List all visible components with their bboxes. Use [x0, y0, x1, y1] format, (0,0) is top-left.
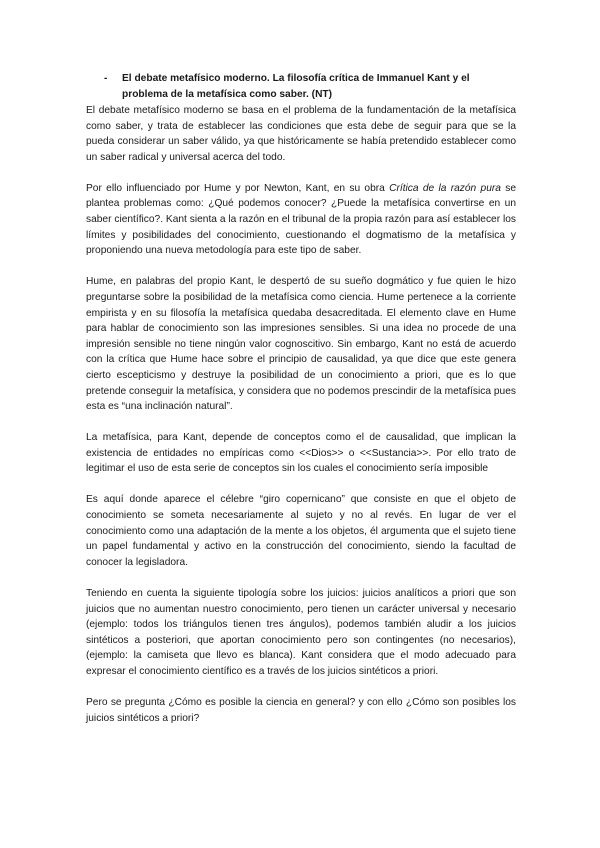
book-title: Crítica de la razón pura — [389, 182, 501, 194]
paragraph-5: Es aquí donde aparece el célebre “giro copernicano” que consiste en que el objeto de conocimiento se someta necesariamente al sujeto y no al revés. En lugar de ver el conocimiento como una adaptación de la mente a los objetos, él argumenta que el sujeto tiene un papel fundamental y activo en la construcción del conocimiento, siendo la facultad de conocer la legisladora. — [86, 494, 516, 568]
heading-text: El debate metafísico moderno. La filosofía crítica de Immanuel Kant y el problema de la metafísica como saber. (NT) — [122, 73, 470, 100]
section-heading — [86, 71, 516, 102]
paragraph-1: El debate metafísico moderno se basa en el problema de la fundamentación de la metafísica como saber, y trata de establecer las condiciones que esta debe de seguir para que se la pueda considerar un saber válido, ya que históricamente se había pretendido establecer como un saber radical y universal acerca del todo. — [86, 105, 516, 163]
document-page — [86, 71, 516, 742]
paragraph-4: La metafísica, para Kant, depende de conceptos como el de causalidad, que implican la existencia de entidades no empíricas como <<Dios>> o <<Sustancia>>. Por ello trato de legitimar el uso de esta serie de conceptos sin los cuales el conocimiento sería imposible — [86, 432, 516, 475]
paragraph-6: Teniendo en cuenta la siguiente tipología sobre los juicios: juicios analíticos a priori que son juicios que no aumentan nuestro conocimiento, pero tienen un carácter universal y necesario (ejemplo: todos los triángulos tienen tres ángulos), podemos también aludir a los juicios sintéticos a posteriori, que aportan conocimiento pero son contingentes (no necesarios), (ejemplo: la camiseta que llevo es blanca). Kant considera que el modo adecuado para expresar el conocimiento científico es a través de los juicios sintéticos a priori. — [86, 587, 516, 677]
paragraph-2-end: se plantea problemas como: ¿Qué podemos conocer? ¿Puede la metafísica convertirse en un saber científico?. Kant sienta a la razón en el tribunal de la propia razón para así establecer los límites y posibilidades del conocimiento, cuestionando el dogmatismo de la metafísica y proponiendo una nueva metodología para este tipo de saber. — [86, 182, 516, 257]
paragraph-7: Pero se pregunta ¿Cómo es posible la ciencia en general? y con ello ¿Cómo son posibles los juicios sintéticos a priori? — [86, 697, 516, 724]
paragraph-2-start: Por ello influenciado por Hume y por Newton, Kant, en su obra — [86, 182, 390, 194]
paragraph-3: Hume, en palabras del propio Kant, le despertó de su sueño dogmático y fue quien le hizo preguntarse sobre la posibilidad de la metafísica como ciencia. Hume pertenece a la corriente empirista y en su filosofía la metafísica quedaba desacreditada. El elemento clave en Hume para hablar de conocimiento son las impresiones sensibles. Si una idea no procede de una impresión sensible no tiene ningún valor cognoscitivo. Sin embargo, Kant no está de acuerdo con la crítica que Hume hace sobre el principio de causalidad, ya que dice que este genera cierto escepticismo y destruye la posibilidad de un conocimiento a priori, que es lo que pretende conseguir la metafísica, y considera que no podemos prescindir de la metafísica pues esta es “una inclinación natural”. — [86, 276, 516, 413]
heading-bullet: - — [104, 73, 108, 84]
paragraph-2 — [86, 181, 516, 259]
